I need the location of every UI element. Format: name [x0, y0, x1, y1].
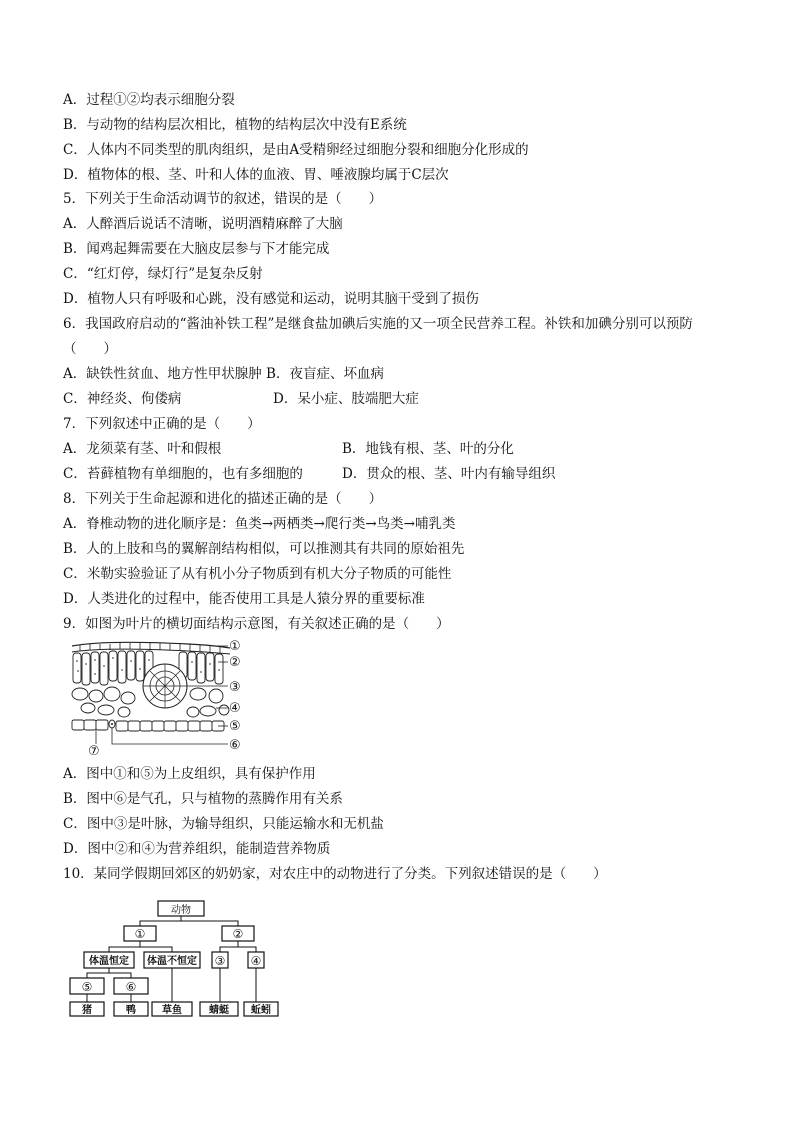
q8-option-d: D．人类进化的过程中，能否使用工具是人猿分界的重要标准 — [63, 591, 425, 607]
q5-option-c: C．“红灯停，绿灯行”是复杂反射 — [63, 266, 263, 282]
q8-option-b: B．人的上肢和鸟的翼解剖结构相似，可以推测其有共同的原始祖先 — [63, 541, 465, 557]
q9-stem: 9．如图为叶片的横切面结构示意图，有关叙述正确的是（ ） — [63, 616, 450, 632]
tree-leaf-earthworm: 蚯蚓 — [251, 1005, 271, 1016]
q10-stem: 10．某同学假期回郊区的奶奶家，对农庄中的动物进行了分类。下列叙述错误的是（ ） — [63, 866, 607, 882]
q6-option-c: C．神经炎、佝偻病 — [63, 391, 182, 407]
animal-classification-tree — [62, 898, 282, 1020]
tree-node-5: ⑤ — [81, 980, 93, 994]
q9-option-d: D．图中②和④为营养组织，能制造营养物质 — [63, 841, 331, 857]
q4-option-a: A．过程①②均表示细胞分裂 — [63, 92, 235, 108]
q8-stem: 8．下列关于生命起源和进化的描述正确的是（ ） — [63, 491, 383, 507]
leaf-label-5: ⑤ — [229, 719, 241, 734]
q5-stem: 5．下列关于生命活动调节的叙述，错误的是（ ） — [63, 191, 383, 207]
q7-option-d: D．贯众的根、茎、叶内有输导组织 — [342, 466, 556, 482]
leaf-label-2: ② — [229, 655, 241, 670]
q5-option-a: A．人醉酒后说话不清晰，说明酒精麻醉了大脑 — [63, 216, 343, 232]
leaf-label-3: ③ — [229, 680, 241, 695]
tree-leaf-fish: 草鱼 — [162, 1005, 182, 1016]
q6-option-d: D．呆小症、肢端肥大症 — [273, 391, 419, 407]
q7-option-b: B．地钱有根、茎、叶的分化 — [342, 441, 514, 457]
leaf-label-4: ④ — [229, 701, 241, 716]
q5-option-b: B．闻鸡起舞需要在大脑皮层参与下才能完成 — [63, 241, 330, 257]
tree-leaf-duck: 鸭 — [126, 1005, 136, 1016]
q9-option-c: C．图中③是叶脉，为输导组织，只能运输水和无机盐 — [63, 816, 384, 832]
leaf-label-6: ⑥ — [229, 738, 241, 753]
tree-node-6: ⑥ — [125, 980, 137, 994]
q8-option-c: C．米勒实验验证了从有机小分子物质到有机大分子物质的可能性 — [63, 566, 452, 582]
tree-node-3: ③ — [214, 954, 226, 968]
tree-node-2: ② — [232, 927, 244, 941]
tree-node-1: ① — [134, 927, 146, 941]
leaf-cross-section-diagram — [68, 636, 258, 760]
tree-cold-blooded: 体温不恒定 — [147, 956, 197, 967]
leaf-label-7: ⑦ — [88, 744, 100, 759]
q4-option-c: C．人体内不同类型的肌肉组织，是由A受精卵经过细胞分裂和细胞分化形成的 — [63, 142, 529, 158]
q7-option-c: C．苔藓植物有单细胞的，也有多细胞的 — [63, 466, 303, 482]
q6-stem-cont: （ ） — [63, 341, 117, 357]
q4-option-b: B．与动物的结构层次相比，植物的结构层次中没有E系统 — [63, 117, 407, 133]
tree-leaf-pig: 猪 — [82, 1005, 92, 1016]
q9-option-b: B．图中⑥是气孔，只与植物的蒸腾作用有关系 — [63, 791, 343, 807]
q9-option-a: A．图中①和⑤为上皮组织，具有保护作用 — [63, 766, 316, 782]
q8-option-a: A．脊椎动物的进化顺序是：鱼类→两栖类→爬行类→鸟类→哺乳类 — [63, 516, 456, 532]
q5-option-d: D．植物人只有呼吸和心跳，没有感觉和运动，说明其脑干受到了损伤 — [63, 291, 479, 307]
q6-option-ab: A．缺铁性贫血、地方性甲状腺肿 B．夜盲症、坏血病 — [63, 366, 384, 382]
tree-root: 动物 — [171, 905, 191, 916]
tree-leaf-dragonfly: 蜻蜓 — [209, 1005, 229, 1016]
tree-node-4: ④ — [250, 954, 262, 968]
tree-warm-blooded: 体温恒定 — [89, 956, 129, 967]
leaf-label-1: ① — [229, 639, 241, 654]
q7-option-a: A．龙须菜有茎、叶和假根 — [63, 441, 222, 457]
q7-stem: 7．下列叙述中正确的是（ ） — [63, 416, 261, 432]
q4-option-d: D．植物体的根、茎、叶和人体的血液、胃、唾液腺均属于C层次 — [63, 167, 449, 183]
q6-stem: 6．我国政府启动的“酱油补铁工程”是继食盐加碘后实施的又一项全民营养工程。补铁和加碘分别可以预防 — [63, 316, 693, 332]
